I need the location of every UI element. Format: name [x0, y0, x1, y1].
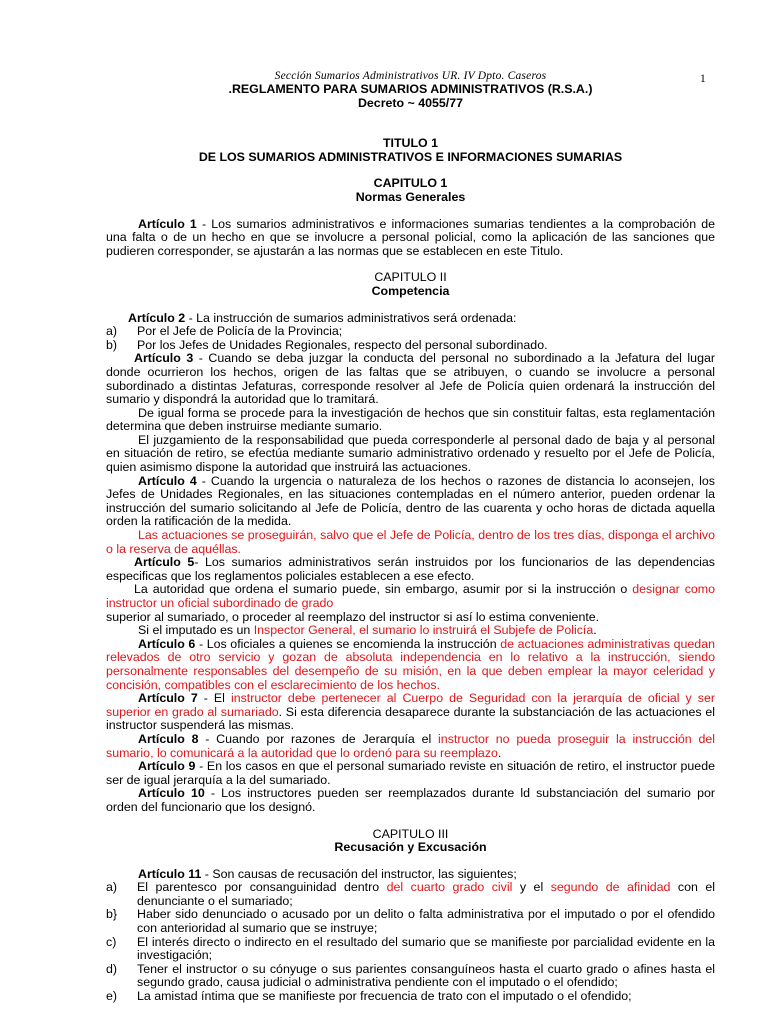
- list-item: a) El parentesco por consanguinidad dentro del cuarto grado civil y el segundo de afinidad con el denunciante o el sumariado;: [106, 880, 716, 908]
- article-5-paragraph-continued: superior al sumariado, o proceder al reemplazo del instructor si así lo estima conveniente.: [106, 609, 600, 624]
- list-item: c) El interés directo o indirecto en el resultado del sumario que se manifieste por parcialidad evidente en la investigación;: [106, 934, 715, 963]
- article-10: Artículo 10 - Los instructores pueden ser reemplazados durante ld substanciación del sumario por orden del funcionario que los designó.: [106, 786, 715, 814]
- article-7-highlight: instructor debe pertenecer al Cuerpo de Seguridad con la jerarquía de oficial y ser superior en grado al sumariado: [106, 691, 715, 719]
- page-number: 1: [700, 73, 706, 85]
- chapter-2-name: Competencia: [371, 283, 450, 298]
- titulo-name: DE LOS SUMARIOS ADMINISTRATIVOS E INFORMACIONES SUMARIAS: [198, 149, 623, 164]
- article-9: Artículo 9 - En los casos en que el personal sumariado reviste en situación de retiro, el instructor puede ser de igual jerarquía a la del sumariado.: [106, 759, 715, 787]
- article-2-label: Artículo 2: [128, 310, 186, 325]
- article-8: Artículo 8 - Cuando por razones de Jerarquía el instructor no pueda proseguir la instrucción del sumario, lo comunicará a la autoridad que lo ordenó para su reemplazo.: [106, 731, 715, 760]
- running-header: Sección Sumarios Administrativos UR. IV Dpto. Caseros: [274, 70, 547, 82]
- article-3: Artículo 3 - Cuando se deba juzgar la conducta del personal no subordinado a la Jefatura del lugar donde ocurrieron los hechos, origen de las faltas que se atribuyen, o cuando se involucre a personal subordinado a distintas Jefaturas, corresponde resolver al Jefe de Policía quien ordenará la instrucción del sumario y dispondrá la autoridad que lo tramitará.: [106, 351, 715, 407]
- list-item: e) La amistad íntima que se manifieste por frecuencia de trato con el imputado o el ofendido;: [106, 989, 632, 1004]
- article-4: Artículo 4 - Cuando la urgencia o naturaleza de los hechos o razones de distancia lo aconsejen, los Jefes de Unidades Regionales, en las situaciones contempladas en el número anterior, pueden ordenar la instrucción del sumario solicitando al Jefe de Policía, dentro de las cuarenta y ocho horas de dictada aquella orden la ratificación de la medida.: [106, 473, 715, 529]
- document-body: [106, 69, 715, 1004]
- document-title: .REGLAMENTO PARA SUMARIOS ADMINISTRATIVOS (R.S.A.): [228, 82, 593, 96]
- article-11-highlight-2: segundo de afinidad: [550, 880, 671, 895]
- article-7-label: Artículo 7: [138, 691, 198, 706]
- article-5-label: Artículo 5: [134, 555, 195, 570]
- article-5-paragraph: Si el imputado es un Inspector General, el sumario lo instruirá el Subjefe de Policía.: [138, 623, 597, 638]
- article-5-paragraph: La autoridad que ordena el sumario puede, sin embargo, asumir por si la instrucción o designar como instructor un oficial subordinado de grado: [106, 582, 715, 610]
- list-item: a) Por el Jefe de Policía de la Provincia;: [106, 324, 343, 339]
- article-8-highlight: instructor no pueda proseguir la instrucción del sumario, lo comunicará a la autoridad que lo ordenó para su reemplazo: [106, 731, 715, 760]
- article-5-highlight: designar como instructor un oficial subordinado de grado: [106, 582, 715, 610]
- article-6-highlight: de actuaciones administrativas quedan relevados de otro servicio y gozan de absoluta independencia en lo relativo a la instrucción, siendo personalmente responsables del desempeño de su misión, en la que deben emplear la mayor celeridad y concisión, compatibles con el esclarecimiento de los hechos.: [106, 636, 715, 692]
- titulo-label: TITULO 1: [382, 136, 439, 151]
- article-1: Artículo 1 - Los sumarios administrativos e informaciones sumarias tendientes a la comprobación de una falta o de un hecho en que se involucre a personal policial, como la aplicación de las sanciones que pudieren corresponder, se ajustarán a las normas que se establecen en este Titulo.: [106, 216, 715, 258]
- article-3-paragraph: De igual forma se procede para la investigación de hechos que sin constituir faltas, esta reglamentación determina que deben instruirse mediante sumario.: [106, 405, 715, 434]
- article-11-label: Artículo 11: [138, 866, 202, 881]
- article-3-label: Artículo 3: [134, 351, 194, 366]
- article-4-label: Artículo 4: [138, 473, 197, 488]
- list-item: d) Tener el instructor o su cónyuge o sus parientes consanguíneos hasta el cuarto grado o afines hasta el segundo grado, causa judicial o administrativa pendiente con el imputado o el ofendido;: [106, 961, 715, 990]
- article-7: Artículo 7 - El instructor debe pertenecer al Cuerpo de Seguridad con la jerarquía de oficial y ser superior en grado al sumariado. Si esta diferencia desaparece durante la substanciación de las actuaciones el instructor suspenderá las mismas.: [106, 691, 715, 733]
- article-11: Artículo 11 - Son causas de recusación del instructor, las siguientes;: [138, 866, 517, 881]
- chapter-2-label: CAPITULO II: [374, 270, 447, 285]
- chapter-3-label: CAPITULO III: [372, 826, 449, 841]
- article-10-label: Artículo 10: [138, 786, 205, 801]
- article-4-highlight: Las actuaciones se proseguirán, salvo que el Jefe de Policía, dentro de los tres días, disponga el archivo o la reserva de aquéllas.: [106, 528, 715, 556]
- article-5-highlight-2: Inspector General, el sumario lo instruirá el Subjefe de Policía: [253, 623, 594, 638]
- article-3-paragraph: El juzgamiento de la responsabilidad que pueda corresponderle al personal dado de baja y al personal en situación de retiro, se efectúa mediante sumario administrativo ordenado y resuelto por el Jefe de Policía, quien asimismo dispone la autoridad que instruirá las actuaciones.: [106, 432, 715, 475]
- article-1-label: Artículo 1: [138, 216, 197, 231]
- article-8-label: Artículo 8: [138, 731, 199, 746]
- list-item: b} Haber sido denunciado o acusado por un delito o falta administrativa por el imputado o por el ofendido con anterioridad al sumario que se instruye;: [106, 907, 715, 936]
- article-6-label: Artículo 6: [138, 636, 196, 651]
- article-2: Artículo 2 - La instrucción de sumarios administrativos será ordenada:: [128, 310, 517, 325]
- article-11-highlight: del cuarto grado civil: [386, 880, 513, 895]
- decree-number: Decreto ~ 4055/77: [357, 95, 464, 110]
- chapter-1-name: Normas Generales: [355, 189, 466, 204]
- list-item: b) Por los Jefes de Unidades Regionales, respecto del personal subordinado.: [106, 337, 548, 352]
- chapter-1-label: CAPITULO 1: [373, 176, 448, 191]
- article-9-label: Artículo 9: [138, 759, 196, 774]
- article-6: Artículo 6 - Los oficiales a quienes se encomienda la instrucción de actuaciones administrativas quedan relevados de otro servicio y gozan de absoluta independencia en lo relativo a la instrucción, siendo personalmente responsables del desempeño de su misión, en la que deben emplear la mayor celeridad y concisión, compatibles con el esclarecimiento de los hechos.: [106, 636, 715, 692]
- article-5: Artículo 5- Los sumarios administrativos serán instruidos por los funcionarios de las dependencias especificas que los reglamentos policiales establecen a ese efecto.: [106, 555, 715, 583]
- chapter-3-name: Recusación y Excusación: [334, 840, 487, 855]
